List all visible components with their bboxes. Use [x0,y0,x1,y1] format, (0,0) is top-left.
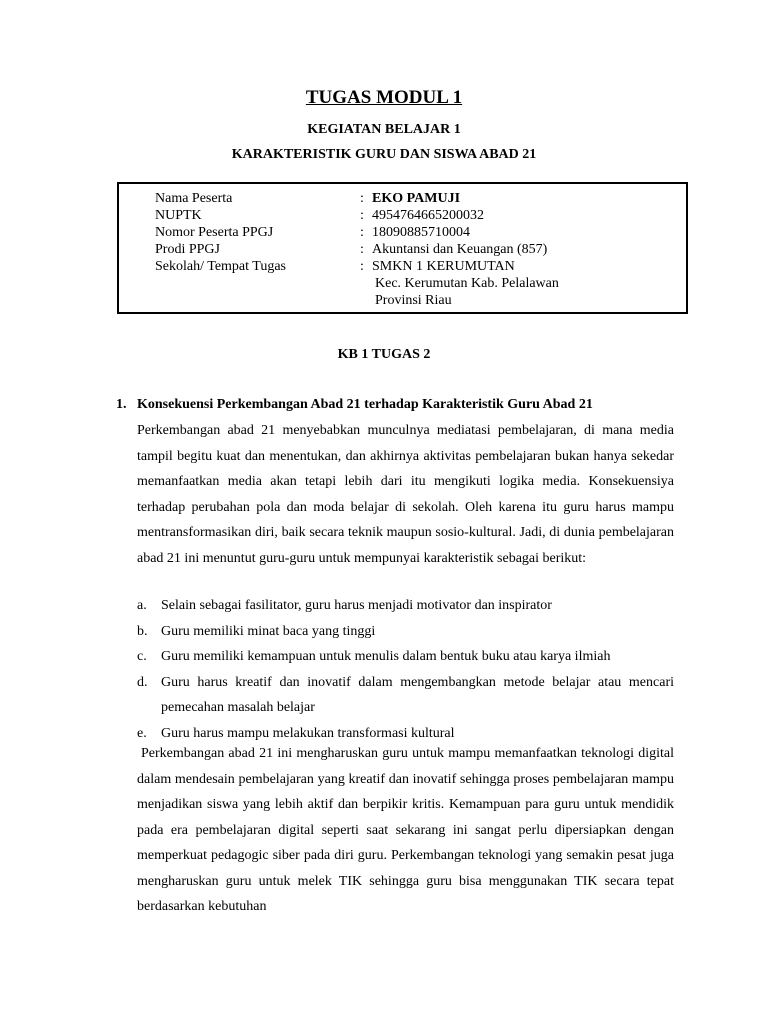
list-item [137,619,674,645]
school-address-line2: Provinsi Riau [375,293,452,308]
section-number: 1. [116,397,127,412]
list-item [137,593,674,619]
info-value: EKO PAMUJI [372,191,461,206]
info-colon: : [360,242,364,257]
document-title: TUGAS MODUL 1 [305,87,463,108]
list-item [137,670,674,721]
list-item-text: Selain sebagai fasilitator, guru harus menjadi motivator dan inspirator [161,598,552,613]
topic-subtitle: KARAKTERISTIK GURU DAN SISWA ABAD 21 [231,147,537,162]
participant-info-box [117,182,688,314]
activity-subtitle: KEGIATAN BELAJAR 1 [307,122,461,137]
info-label: Prodi PPGJ [155,242,220,257]
list-marker: a. [137,598,147,613]
list-marker: c. [137,649,147,664]
info-value: 4954764665200032 [372,208,484,223]
info-colon: : [360,191,364,206]
characteristics-list [137,593,674,746]
info-colon: : [360,225,364,240]
school-address-line1: Kec. Kerumutan Kab. Pelalawan [375,276,559,291]
list-marker: e. [137,725,147,741]
section-paragraph-2: Perkembangan abad 21 ini mengharuskan guru untuk mampu memanfaatkan teknologi digital dalam mendesain pembelajaran yang kreatif dan inovatif sehingga proses pembelajaran mampu menjadikan siswa yang lebih aktif dan berpikir kritis. Kemampuan para guru untuk mendidik pada era pembelajaran digital seperti saat sekarang ini sangat perlu dipersiapkan dengan memperkuat pedagogic siber pada diri guru. Perkembangan teknologi yang semakin pesat juga mengharuskan guru untuk melek TIK sehingga guru bisa menggunakan TIK secara tepat berdasarkan kebutuhan [137,746,674,914]
list-item-text: Guru memiliki minat baca yang tinggi [161,623,376,639]
info-value: SMKN 1 KERUMUTAN [372,259,515,274]
list-item-text: Guru harus kreatif dan inovatif dalam mengembangkan metode belajar atau mencari pemecahan masalah belajar [161,674,674,715]
info-label: Nama Peserta [155,191,233,206]
info-label: Nomor Peserta PPGJ [155,225,274,240]
list-marker: b. [137,623,148,639]
list-item-text: Guru memiliki kemampuan untuk menulis dalam bentuk buku atau karya ilmiah [161,649,611,664]
info-colon: : [360,259,364,274]
section-paragraph-1: Perkembangan abad 21 menyebabkan munculnya mediatasi pembelajaran, di mana media tampil begitu kuat dan menentukan, dan akhirnya aktivitas pembelajaran bukan hanya sekedar memanfaatkan media akan tetapi lebih dari itu mengikuti logika media. Konsekuensiya terhadap perubahan pola dan moda belajar di sekolah. Oleh karena itu guru harus mampu mentransformasikan diri, baik secara teknik maupun sosio-kultural. Jadi, di dunia pembelajaran abad 21 ini menuntut guru-guru untuk mempunyai karakteristik sebagai berikut: [137,423,674,566]
section-heading: Konsekuensi Perkembangan Abad 21 terhadap Karakteristik Guru Abad 21 [137,397,593,412]
list-marker: d. [137,674,148,690]
info-value: Akuntansi dan Keuangan (857) [372,242,548,257]
info-colon: : [360,208,364,223]
info-label: NUPTK [155,208,202,223]
info-value: 18090885710004 [372,225,470,240]
list-item-text: Guru harus mampu melakukan transformasi kultural [161,725,455,741]
info-label: Sekolah/ Tempat Tugas [155,259,286,274]
assignment-title: KB 1 TUGAS 2 [337,347,431,362]
list-item [137,644,674,670]
